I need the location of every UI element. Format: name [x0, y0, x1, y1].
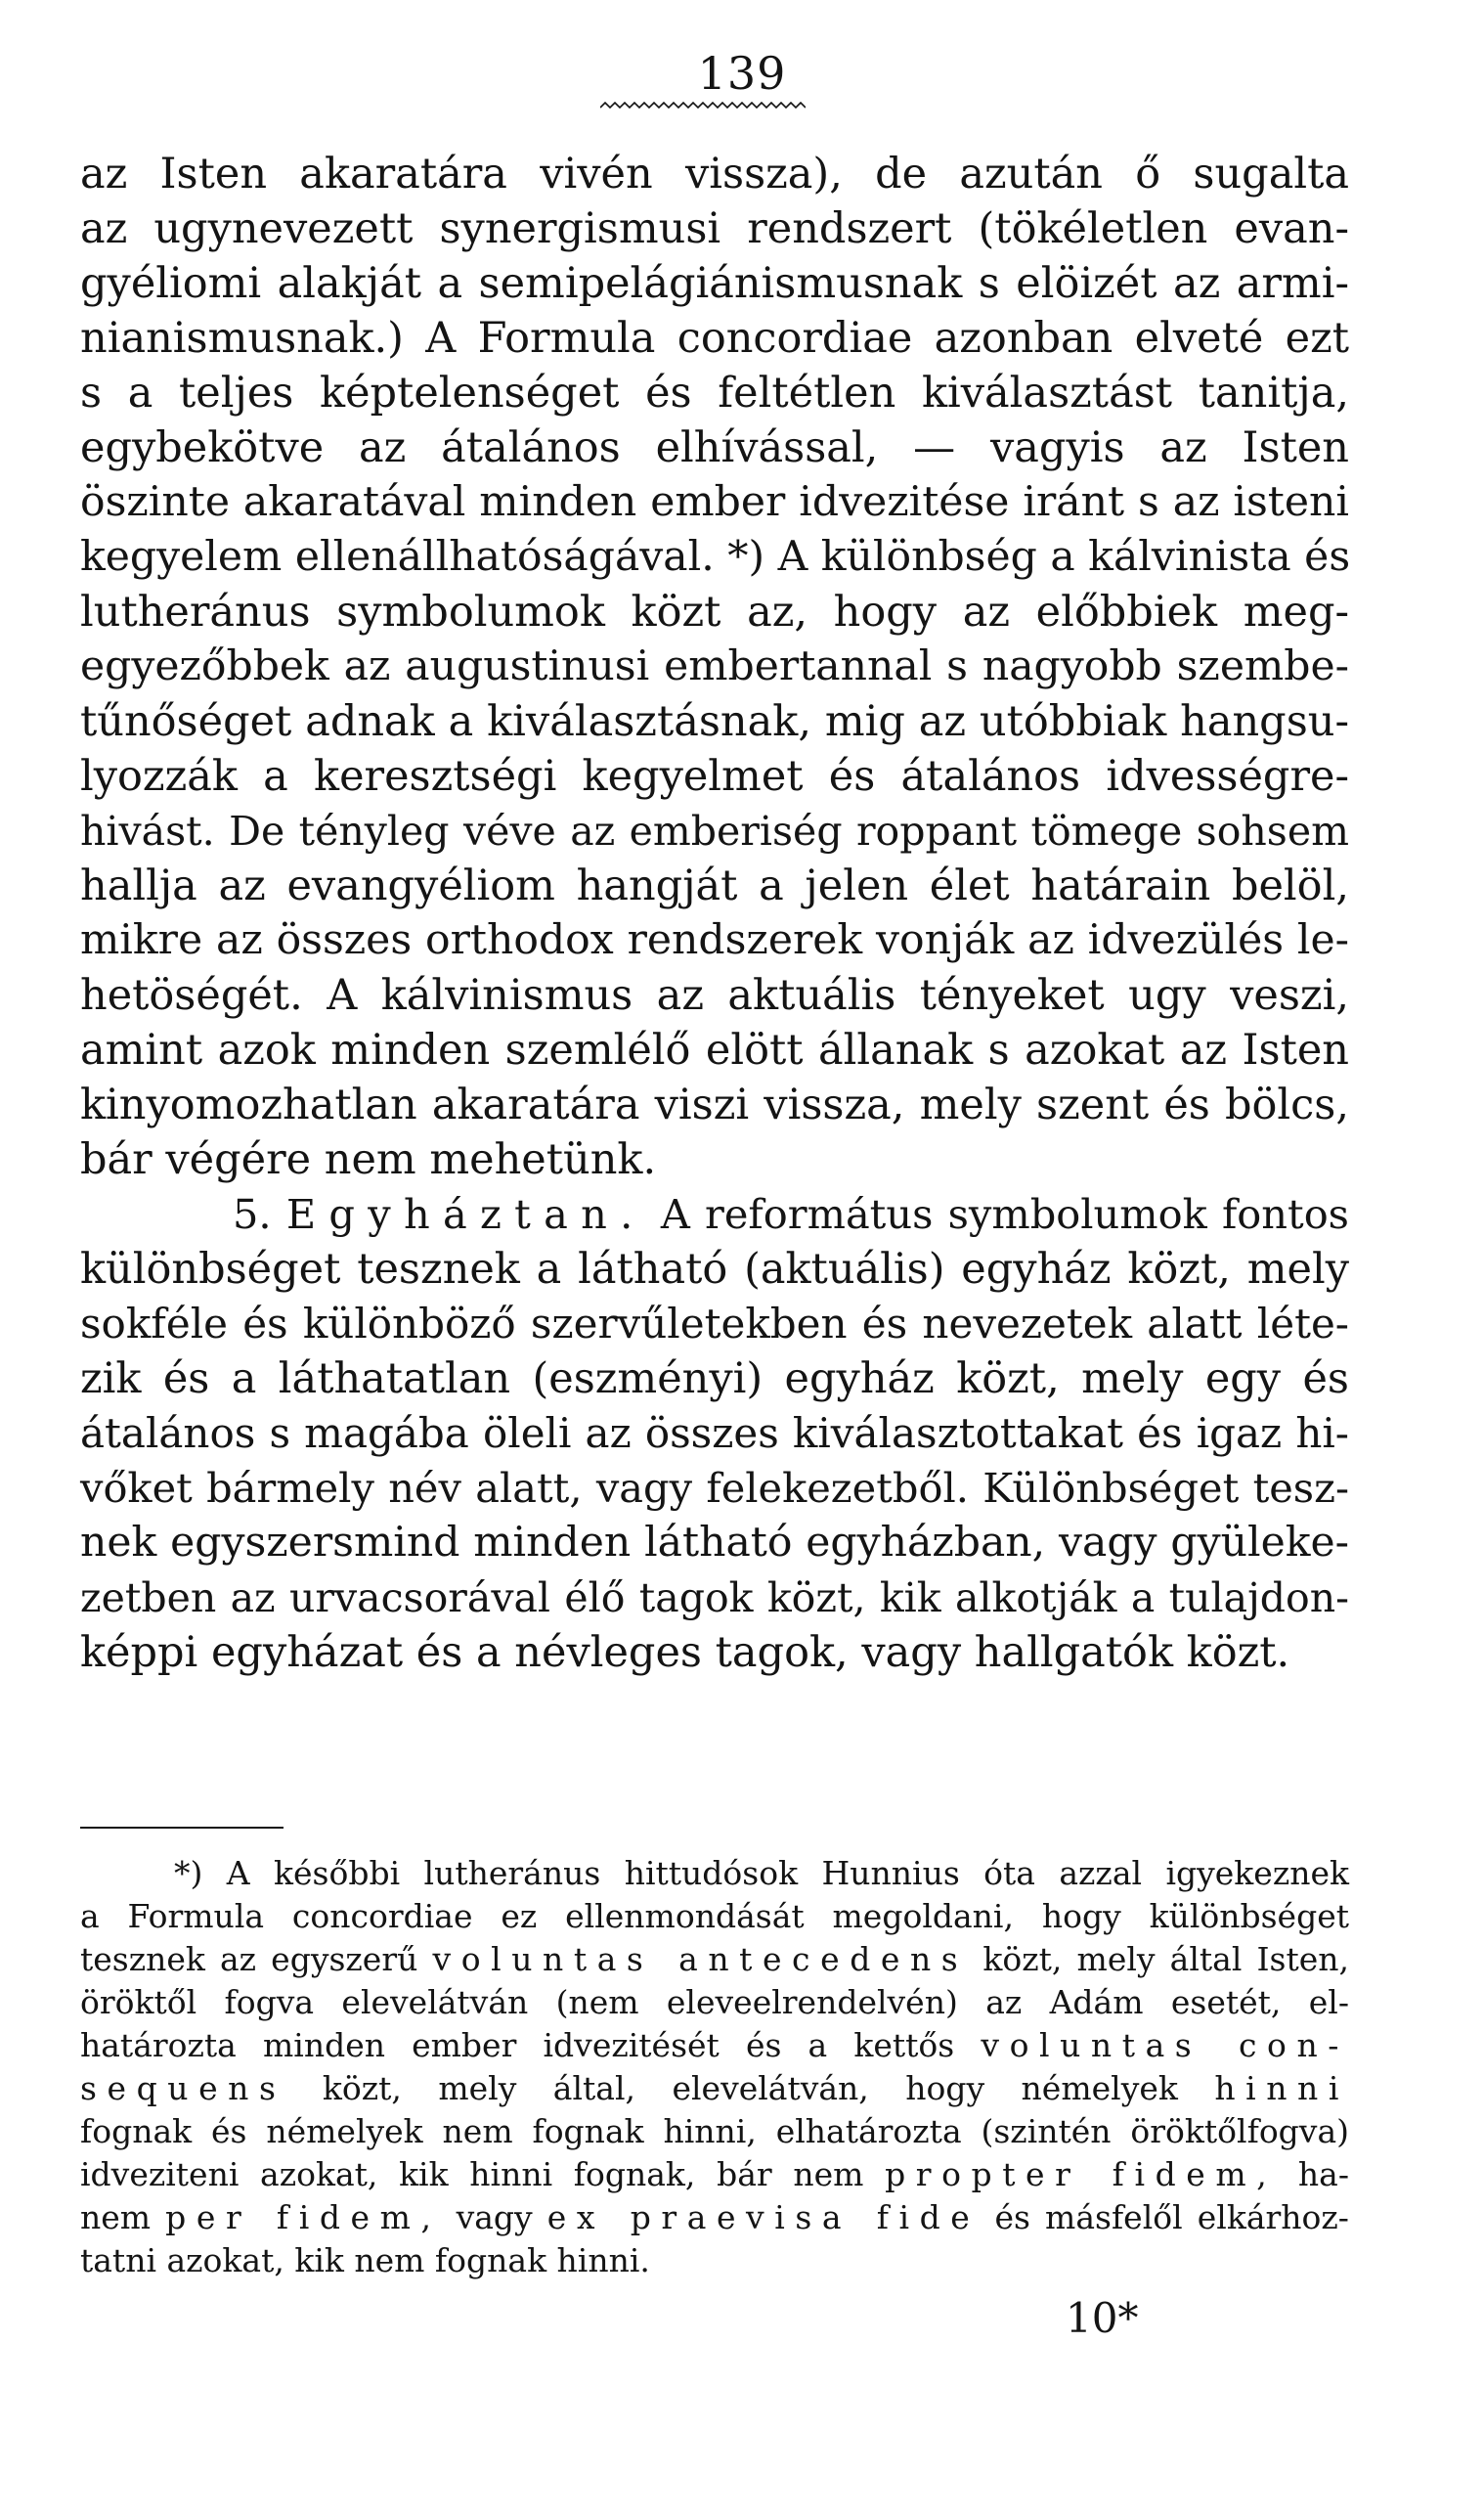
section-title: Egyháztan.: [285, 1190, 646, 1238]
latin-term: voluntas antecedens: [432, 1940, 969, 1978]
body-line: vőket bármely név alatt, vagy felekezetből. Különbséget tesz-: [80, 1464, 1349, 1512]
footnote-line: [80, 2153, 1349, 2196]
body-line: mikre az összes orthodox rendszerek vonják az idvezülés le-: [80, 916, 1349, 964]
footnote-line: [80, 2110, 1349, 2153]
body-line: zetben az urvacsorával élő tagok közt, kik alkotják a tulajdon-: [80, 1574, 1349, 1621]
latin-term: per fidem,: [165, 2198, 442, 2236]
latin-term: ex praevisa fide: [546, 2198, 981, 2236]
footnote-text: határozta minden ember idvezitését és a kettős: [80, 2026, 955, 2064]
body-line: lyozzák a keresztségi kegyelmet és átalános idvességre-: [80, 752, 1349, 801]
body-line: nek egyszersmind minden látható egyházban, vagy gyüleke-: [80, 1519, 1349, 1567]
latin-term: propter fidem,: [885, 2155, 1278, 2193]
latin-term: sequens: [80, 2069, 286, 2107]
footnote-text: és másfelől elkárhoz-: [994, 2198, 1349, 2236]
footnote-line: [80, 2196, 1349, 2239]
footnote-line: [80, 1981, 1349, 2024]
body-line: átalános s magába öleli az összes kiválasztottakat és igaz hi-: [80, 1409, 1349, 1457]
body-line: kinyomozhatlan akaratára viszi vissza, mely szent és bölcs,: [80, 1081, 1349, 1129]
body-line: sokféle és különböző szervűletekben és nevezetek alatt léte-: [80, 1300, 1349, 1348]
footnote-text: *) A későbbi lutheránus hittudósok Hunnius óta azzal igyekeznek: [174, 1854, 1349, 1892]
footnote-line: [80, 1938, 1349, 1981]
footnote-text: nem: [80, 2198, 152, 2236]
section-heading-line: [233, 1187, 1349, 1242]
footnote-line: [80, 2239, 1349, 2282]
footnote-text: közt, mely által Isten,: [982, 1940, 1349, 1978]
body-line: hetöségét. A kálvinismus az aktuális tényeket ugy veszi,: [80, 971, 1349, 1020]
body-line: bár végére nem mehetünk.: [80, 1135, 657, 1184]
body-line: kegyelem ellenállhatóságával. *) A különbség a kálvinista és: [80, 533, 1351, 581]
footnote-text: tesznek az egyszerű: [80, 1940, 418, 1978]
footnote-rule: [80, 1827, 284, 1829]
footnote-line: [174, 1852, 1349, 1895]
body-line: amint azok minden szemlélő elött állanak s azokat az Isten: [80, 1026, 1349, 1075]
body-line: s a teljes képtelenséget és feltétlen kiválasztást tanitja,: [80, 369, 1349, 418]
footnote-text: a Formula concordiae ez ellenmondását megoldani, hogy különbséget: [80, 1897, 1349, 1935]
body-line: gyéliomi alakját a semipelágiánismusnak s elöizét az armi-: [80, 259, 1349, 308]
latin-term: voluntas con-: [981, 2026, 1349, 2064]
footnote-text: öröktől fogva elevelátván (nem eleveelrendelvén) az Adám esetét, el-: [80, 1983, 1349, 2021]
body-line: öszinte akaratával minden ember idvezitése iránt s az isteni: [80, 478, 1349, 526]
body-line: zik és a láthatatlan (eszményi) egyház közt, mely egy és: [80, 1354, 1349, 1403]
section-number: 5.: [233, 1190, 272, 1238]
footnote-text: idveziteni azokat, kik hinni fognak, bár nem: [80, 2155, 864, 2193]
body-line: különbséget tesznek a látható (aktuális) egyház közt, mely: [80, 1245, 1349, 1294]
body-line: hallja az evangyéliom hangját a jelen élet határain belöl,: [80, 862, 1349, 910]
footnote-text: tatni azokat, kik nem fognak hinni.: [80, 2241, 650, 2279]
footnote-text: ha-: [1297, 2155, 1349, 2193]
body-line: egyezőbbek az augustinusi embertannal s nagyobb szembe-: [80, 642, 1349, 690]
body-line: az Isten akaratára vivén vissza), de azután ő sugalta: [80, 150, 1349, 199]
footnote-line: [80, 2067, 1349, 2110]
signature-mark: 10*: [1066, 2294, 1139, 2342]
footnote-text: vagy: [456, 2198, 533, 2236]
body-line: egybekötve az átalános elhívással, — vagyis az Isten: [80, 423, 1349, 472]
body-line: lutheránus symbolumok közt az, hogy az előbbiek meg-: [80, 588, 1349, 637]
section-first-line-rest: A református symbolumok fontos: [660, 1190, 1349, 1238]
latin-term: hinni: [1214, 2069, 1349, 2107]
footnote-text: fognak és némelyek nem fognak hinni, elhatározta (szintén öröktőlfogva): [80, 2112, 1349, 2150]
footnote-line: [80, 2024, 1349, 2067]
ornament-divider: [600, 102, 806, 113]
body-line: hivást. De tényleg véve az emberiség roppant tömege sohsem: [80, 808, 1349, 855]
footnote-line: [80, 1895, 1349, 1938]
page-number: 139: [697, 47, 787, 100]
body-line: tűnőséget adnak a kiválasztásnak, mig az utóbbiak hangsu-: [80, 697, 1349, 746]
body-line: az ugynevezett synergismusi rendszert (tökéletlen evan-: [80, 204, 1349, 253]
body-line: képpi egyházat és a névleges tagok, vagy hallgatók közt.: [80, 1628, 1290, 1677]
body-line: nianismusnak.) A Formula concordiae azonban elveté ezt: [80, 314, 1349, 363]
footnote-text: közt, mely által, elevelátván, hogy némelyek: [322, 2069, 1178, 2107]
